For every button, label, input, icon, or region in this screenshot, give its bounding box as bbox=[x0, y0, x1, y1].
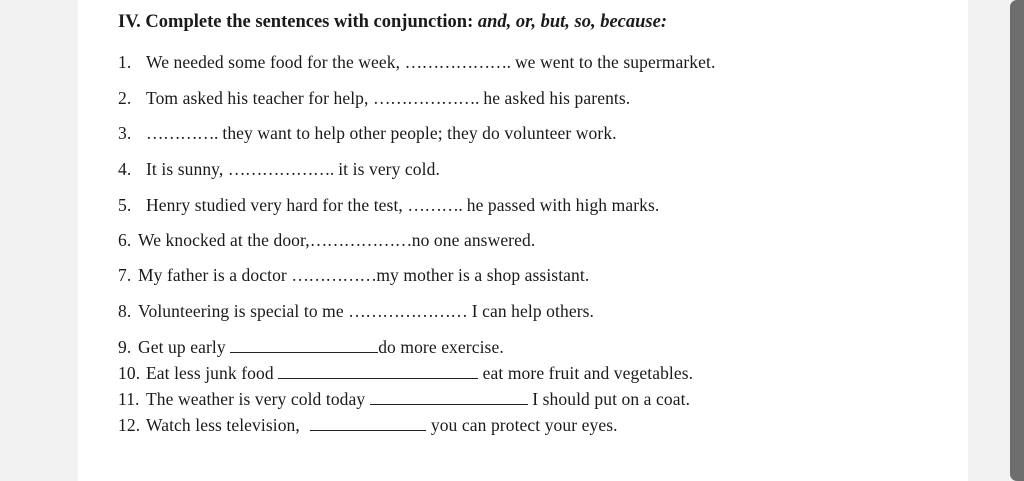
answer-line[interactable] bbox=[310, 415, 426, 431]
sentence-number: 8. bbox=[118, 301, 132, 321]
sentence-number: 11. bbox=[118, 389, 140, 409]
sentence-before: Eat less junk food bbox=[146, 363, 274, 383]
sentence-after: we went to the supermarket. bbox=[514, 52, 716, 72]
sentence-number: 2. bbox=[118, 88, 132, 108]
answer-blank[interactable]: ……………… bbox=[309, 230, 412, 250]
answer-blank[interactable]: ………. bbox=[407, 195, 463, 215]
answer-blank[interactable]: …………. bbox=[146, 123, 218, 143]
sentence-6 bbox=[118, 230, 535, 251]
sentence-before: Henry studied very hard for the test, bbox=[146, 195, 403, 215]
sentence-before: Get up early bbox=[138, 337, 226, 357]
sentence-number: 1. bbox=[118, 52, 132, 72]
sentence-before: Volunteering is special to me bbox=[138, 301, 344, 321]
sentence-number: 9. bbox=[118, 337, 132, 357]
sentence-after: they want to help other people; they do volunteer work. bbox=[222, 123, 617, 143]
sentence-before: The weather is very cold today bbox=[146, 389, 366, 409]
sentence-number: 4. bbox=[118, 159, 132, 179]
sentence-after: he asked his parents. bbox=[483, 88, 631, 108]
title-conjunctions: and, or, but, so, because: bbox=[477, 12, 668, 32]
answer-blank[interactable]: ………………. bbox=[227, 159, 334, 179]
sentence-11 bbox=[118, 389, 690, 410]
sentence-after: it is very cold. bbox=[338, 159, 440, 179]
sentence-number: 7. bbox=[118, 265, 132, 285]
worksheet-page bbox=[78, 0, 968, 481]
sentence-after: no one answered. bbox=[411, 230, 536, 250]
sentence-4 bbox=[118, 159, 440, 180]
sentence-before: It is sunny, bbox=[146, 159, 224, 179]
sentence-10 bbox=[118, 363, 693, 384]
answer-blank[interactable]: ………………… bbox=[348, 301, 468, 321]
sentence-number: 6. bbox=[118, 230, 132, 250]
answer-blank[interactable]: …………… bbox=[291, 265, 377, 285]
sentence-after: my mother is a shop assistant. bbox=[376, 265, 590, 285]
sentence-3 bbox=[118, 123, 617, 144]
exercise-title bbox=[118, 12, 667, 33]
sentence-before: We knocked at the door, bbox=[138, 230, 310, 250]
answer-line[interactable] bbox=[278, 363, 478, 379]
sentence-number: 5. bbox=[118, 195, 132, 215]
sentence-after: do more exercise. bbox=[378, 337, 504, 357]
sentence-before: My father is a doctor bbox=[138, 265, 287, 285]
answer-blank[interactable]: ………………. bbox=[404, 52, 511, 72]
window-edge-bar bbox=[1010, 0, 1024, 481]
sentence-12 bbox=[118, 415, 618, 436]
sentence-9 bbox=[118, 337, 504, 358]
sentence-7 bbox=[118, 265, 589, 286]
sentence-number: 3. bbox=[118, 123, 132, 143]
sentence-8 bbox=[118, 301, 594, 322]
sentence-number: 10. bbox=[118, 363, 141, 383]
sentence-after: he passed with high marks. bbox=[466, 195, 660, 215]
answer-blank[interactable]: ………………. bbox=[372, 88, 479, 108]
sentence-before: We needed some food for the week, bbox=[146, 52, 401, 72]
sentence-after: eat more fruit and vegetables. bbox=[482, 363, 694, 383]
title-prefix: IV. Complete the sentences with conjunction: bbox=[118, 12, 478, 32]
sentence-before: Tom asked his teacher for help, bbox=[146, 88, 369, 108]
sentence-5 bbox=[118, 195, 659, 216]
sentence-after: I should put on a coat. bbox=[532, 389, 691, 409]
sentence-before: Watch less television, bbox=[146, 415, 300, 435]
sentence-number: 12. bbox=[118, 415, 141, 435]
sentence-after: you can protect your eyes. bbox=[430, 415, 618, 435]
sentence-1 bbox=[118, 52, 715, 73]
sentence-after: I can help others. bbox=[471, 301, 595, 321]
answer-line[interactable] bbox=[370, 389, 528, 405]
sentence-2 bbox=[118, 88, 630, 109]
answer-line[interactable] bbox=[230, 337, 378, 353]
